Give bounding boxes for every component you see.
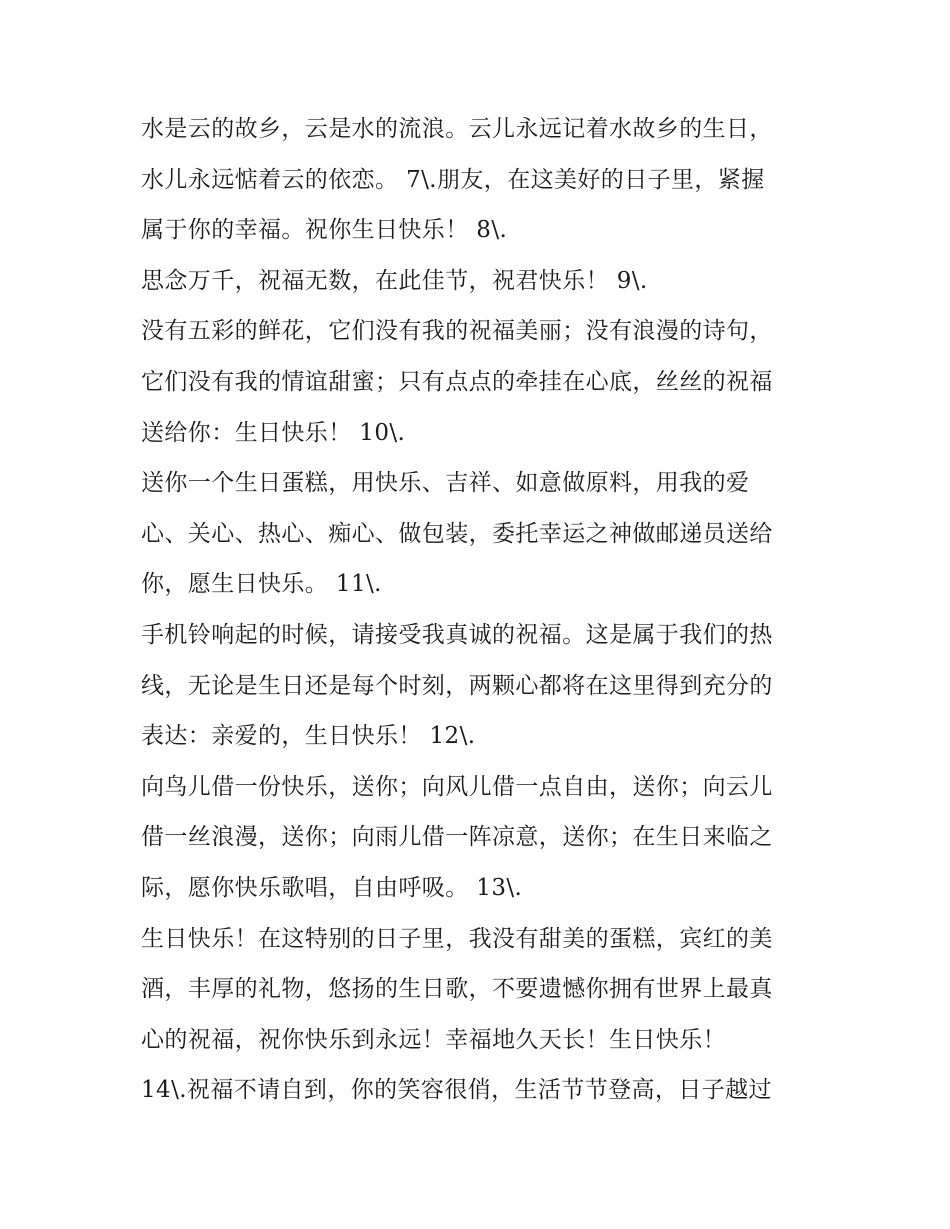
text-line: 心的祝福，祝你快乐到永远！幸福地久天长！生日快乐！ [141,1026,726,1053]
text-line: 手机铃响起的时候，请接受我真诚的祝福。这是属于我们的热 [141,621,773,648]
text-line: 生日快乐！在这特别的日子里，我没有甜美的蛋糕，宾红的美 [141,925,773,952]
text-line: 属于你的幸福。祝你生日快乐！ 8\. [141,217,508,244]
text-line: 送你一个生日蛋糕，用快乐、吉祥、如意做原料，用我的爱 [141,470,750,497]
text-line: 借一丝浪漫，送你；向雨儿借一阵凉意，送你；在生日来临之 [141,824,773,851]
document-body-text [141,104,821,1116]
text-line: 表达：亲爱的，生日快乐！ 12\. [141,723,476,750]
text-line: 水是云的故乡，云是水的流浪。云儿永远记着水故乡的生日， [141,116,773,142]
text-line: 心、关心、热心、痴心、做包装，委托幸运之神做邮递员送给 [141,520,773,547]
text-line: 你，愿生日快乐。 11\. [141,571,382,598]
text-line: 送给你：生日快乐！ 10\. [141,419,406,446]
text-line: 思念万千，祝福无数，在此佳节，祝君快乐！ 9\. [141,267,648,294]
text-line: 际，愿你快乐歌唱，自由呼吸。 13\. [141,874,523,901]
text-line: 14\.祝福不请自到，你的笑容很俏，生活节节登高，日子越过 [141,1077,772,1104]
text-line: 没有五彩的鲜花，它们没有我的祝福美丽；没有浪漫的诗句， [141,318,773,345]
text-line: 线，无论是生日还是每个时刻，两颗心都将在这里得到充分的 [141,672,773,699]
text-line: 向鸟儿借一份快乐，送你；向风儿借一点自由，送你；向云儿 [141,773,773,800]
text-line: 酒，丰厚的礼物，悠扬的生日歌，不要遗憾你拥有世界上最真 [141,976,773,1003]
text-line: 它们没有我的情谊甜蜜；只有点点的牵挂在心底，丝丝的祝福 [141,368,773,395]
text-line: 水儿永远惦着云的依恋。 7\.朋友，在这美好的日子里，紧握 [141,166,765,193]
